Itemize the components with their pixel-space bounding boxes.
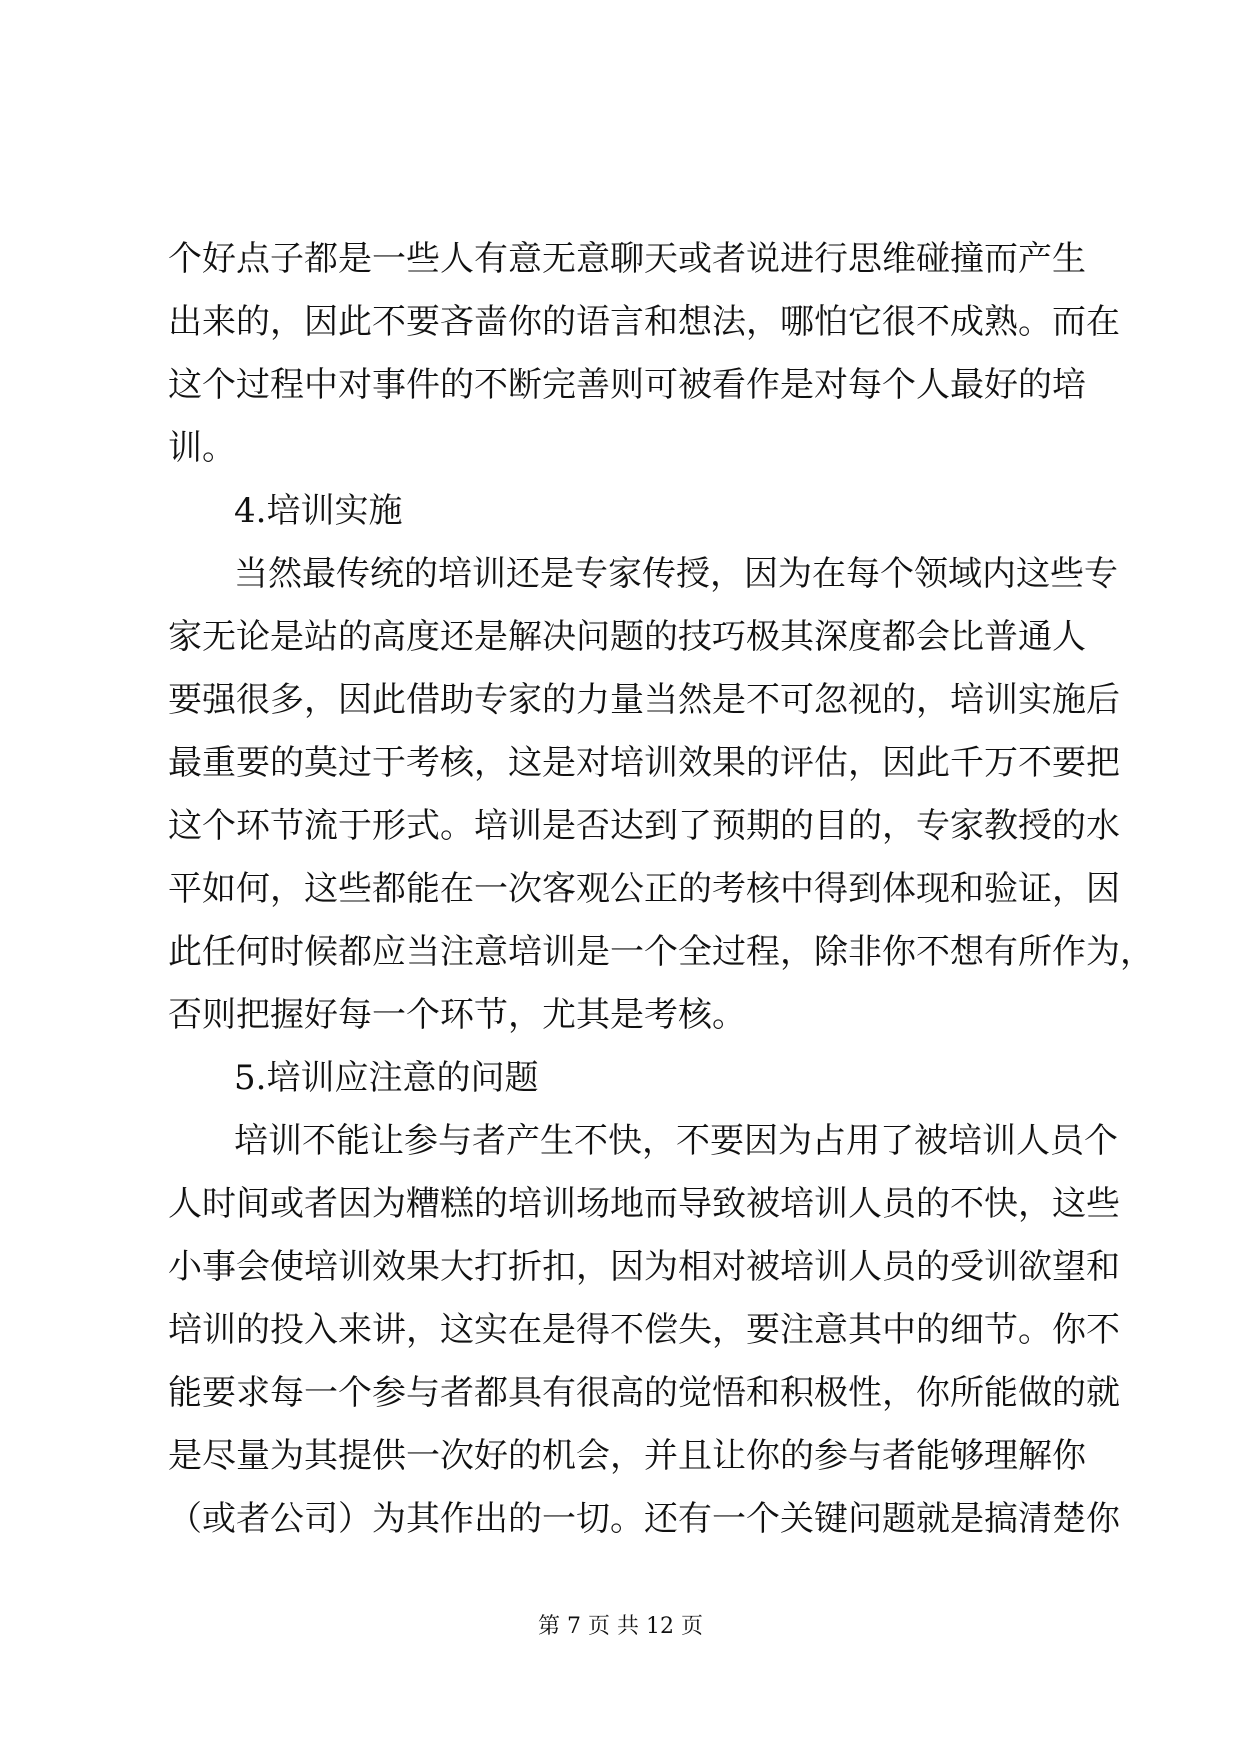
body-line: （或者公司）为其作出的一切。还有一个关键问题就是搞清楚你 — [168, 1499, 1120, 1539]
section-heading: 4.培训实施 — [234, 491, 403, 531]
body-line: 培训的投入来讲，这实在是得不偿失，要注意其中的细节。你不 — [168, 1310, 1120, 1350]
body-line: 这个过程中对事件的不断完善则可被看作是对每个人最好的培 — [168, 365, 1086, 405]
body-line: 训。 — [168, 428, 236, 468]
body-line: 出来的，因此不要吝啬你的语言和想法，哪怕它很不成熟。而在 — [168, 302, 1120, 342]
section-heading: 5.培训应注意的问题 — [234, 1058, 539, 1098]
page-footer — [0, 1612, 1241, 1642]
body-line: 培训不能让参与者产生不快，不要因为占用了被培训人员个 — [234, 1121, 1118, 1161]
body-line: 这个环节流于形式。培训是否达到了预期的目的，专家教授的水 — [168, 806, 1120, 846]
body-line: 人时间或者因为糟糕的培训场地而导致被培训人员的不快，这些 — [168, 1184, 1120, 1224]
body-line: 小事会使培训效果大打折扣，因为相对被培训人员的受训欲望和 — [168, 1247, 1120, 1287]
body-line: 能要求每一个参与者都具有很高的觉悟和积极性，你所能做的就 — [168, 1373, 1120, 1413]
document-body — [168, 228, 1154, 1551]
body-line: 是尽量为其提供一次好的机会，并且让你的参与者能够理解你 — [168, 1436, 1086, 1476]
body-line: 当然最传统的培训还是专家传授，因为在每个领域内这些专 — [234, 554, 1118, 594]
body-line: 平如何，这些都能在一次客观公正的考核中得到体现和验证，因 — [168, 869, 1120, 909]
body-line: 最重要的莫过于考核，这是对培训效果的评估，因此千万不要把 — [168, 743, 1120, 783]
body-line: 此任何时候都应当注意培训是一个全过程，除非你不想有所作为， — [168, 932, 1154, 972]
body-line: 否则把握好每一个环节，尤其是考核。 — [168, 995, 746, 1035]
body-line: 个好点子都是一些人有意无意聊天或者说进行思维碰撞而产生 — [168, 239, 1086, 279]
page-number-label: 第 7 页 共 12 页 — [538, 1614, 703, 1639]
body-line: 家无论是站的高度还是解决问题的技巧极其深度都会比普通人 — [168, 617, 1086, 657]
body-line: 要强很多，因此借助专家的力量当然是不可忽视的，培训实施后 — [168, 680, 1120, 720]
